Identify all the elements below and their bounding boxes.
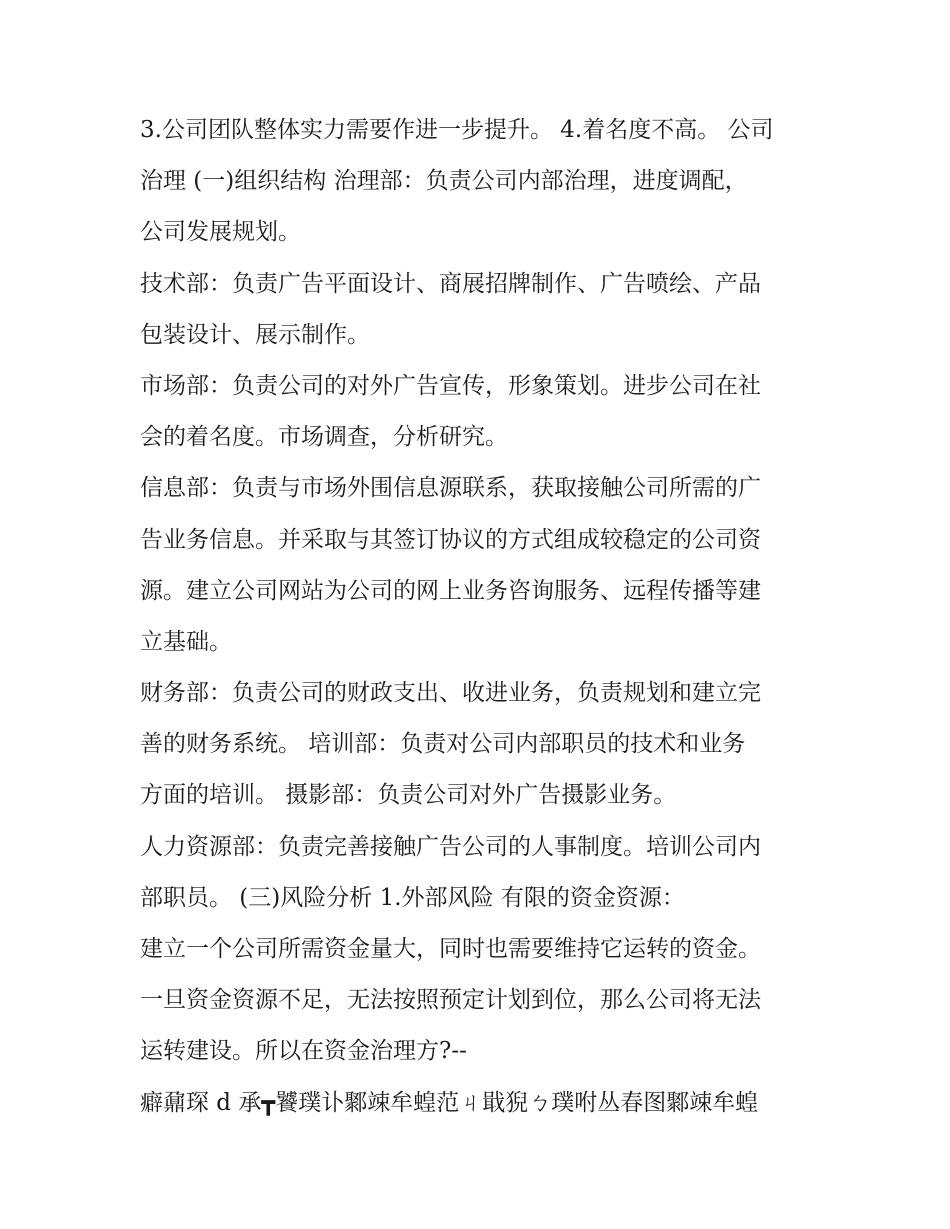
text-line: 方面的培训。 摄影部：负责公司对外广告摄影业务。	[140, 782, 677, 809]
text-line: 3.公司团队整体实力需要作进一步提升。 4.着名度不高。 公司	[140, 117, 774, 143]
text-line: 立基础。	[140, 628, 232, 655]
text-line: 市场部：负责公司的对外广告宣传，形象策划。进步公司在社	[140, 372, 761, 399]
text-line: 信息部：负责与市场外围信息源联系，获取接触公司所需的广	[140, 475, 761, 502]
text-line: 告业务信息。并采取与其签订协议的方式组成较稳定的公司资	[140, 526, 761, 553]
text-line: 建立一个公司所需资金量大，同时也需要维持它运转的资金。	[140, 936, 761, 962]
text-line: 技术部：负责广告平面设计、商展招牌制作、广告喷绘、产品	[140, 270, 761, 297]
text-line: 会的着名度。市场调查，分析研究。	[140, 424, 508, 451]
text-line: 运转建设。所以在资金治理方?--	[140, 1038, 467, 1065]
text-line: 财务部：负责公司的财政支出、收进业务，负责规划和建立完	[140, 680, 761, 707]
text-line: 善的财务系统。 培训部：负责对公司内部职员的技术和业务	[140, 731, 746, 758]
text-line: 部职员。 (三)风险分析 1.外部风险 有限的资金资源：	[140, 884, 685, 911]
text-line: 人力资源部：负责完善接触广告公司的人事制度。培训公司内	[140, 833, 761, 860]
document-body	[140, 105, 820, 1129]
text-line: 包装设计、展示制作。	[140, 321, 370, 348]
text-line: 一旦资金资源不足，无法按照预定计划到位，那么公司将无法	[140, 987, 761, 1014]
text-line: 治理 (一)组织结构 治理部：负责公司内部治理，进度调配，	[140, 168, 748, 195]
text-line: 癖鼐琛 d 承┳饕璞讣鄹竦牟蝗范ㄐ戢猊ㄅ璞咐丛春图鄹竦牟蝗	[140, 1089, 759, 1116]
text-line: 公司发展规划。	[140, 219, 301, 246]
text-line: 源。建立公司网站为公司的网上业务咨询服务、远程传播等建	[140, 577, 761, 604]
